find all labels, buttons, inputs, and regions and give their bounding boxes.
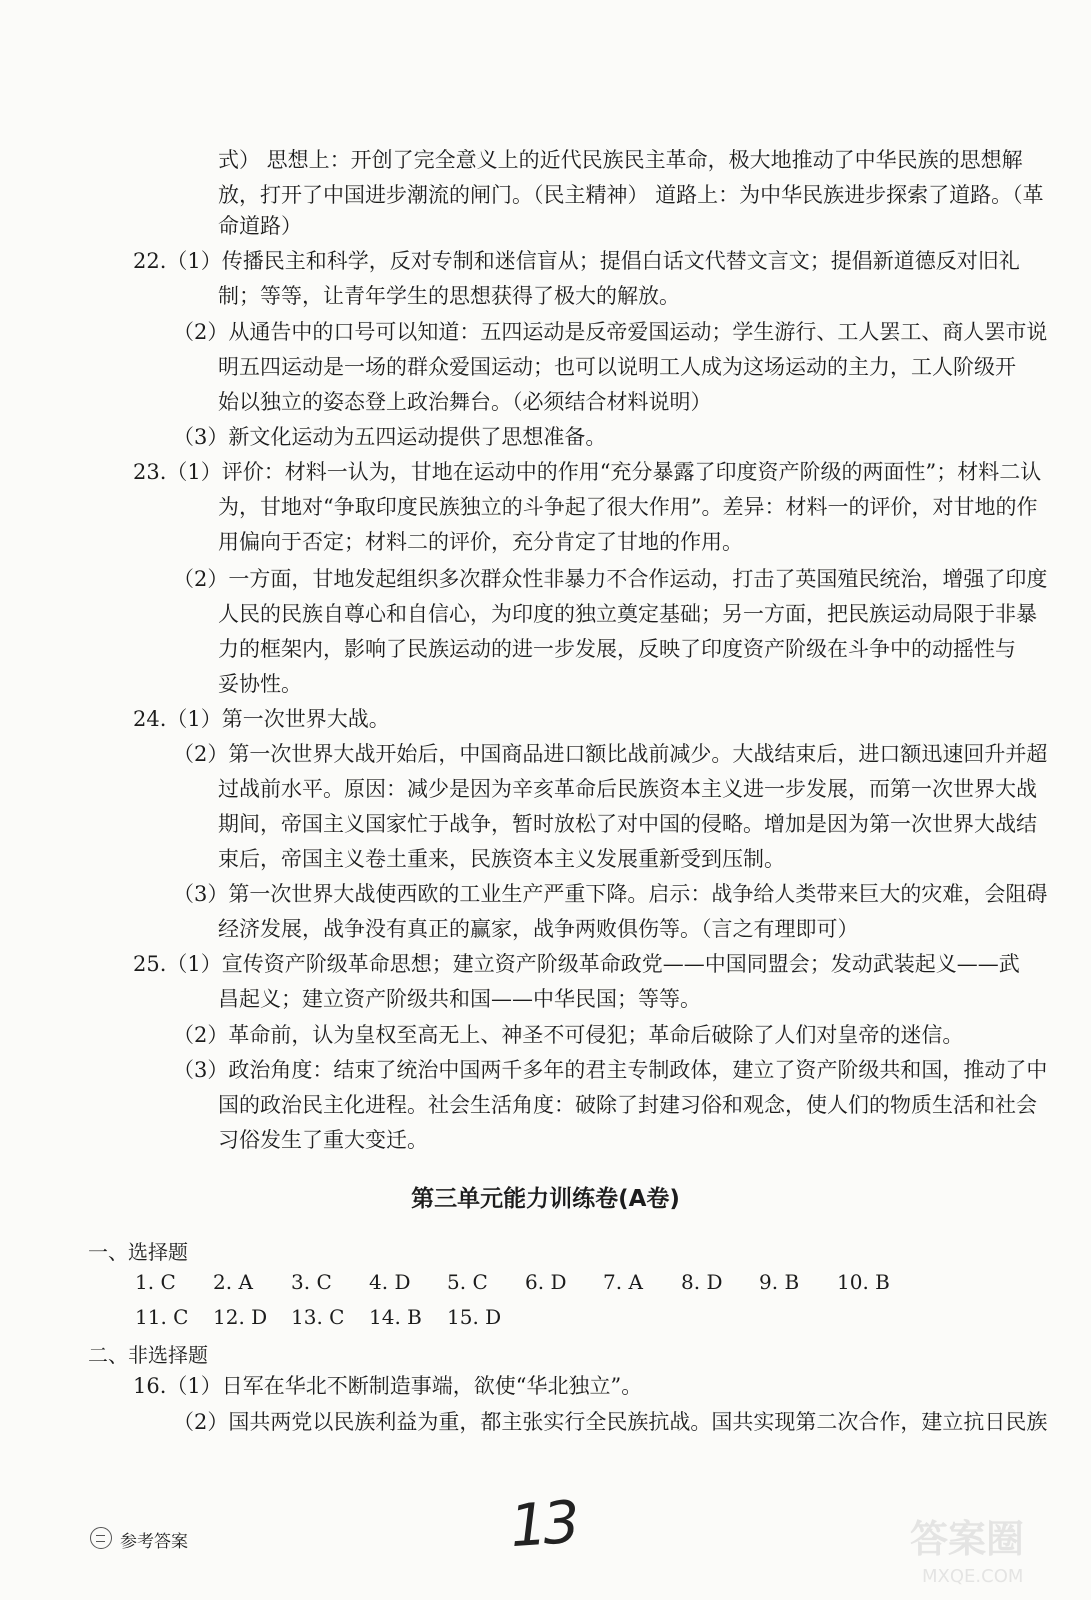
choice-answer: 1. C: [135, 1270, 176, 1294]
text-line: （2）革命前，认为皇权至高无上、神圣不可侵犯；革命后破除了人们对皇帝的迷信。: [173, 1023, 964, 1047]
choice-answer: 2. A: [213, 1270, 253, 1294]
text-line: 制；等等，让青年学生的思想获得了极大的解放。: [218, 284, 680, 308]
text-line: （3）第一次世界大战使西欧的工业生产严重下降。启示：战争给人类带来巨大的灾难，会阻碍: [173, 882, 1048, 906]
choice-answer: 8. D: [681, 1270, 723, 1294]
choices-row-2: [135, 1305, 525, 1329]
q22-line: 22.（1）传播民主和科学，反对专制和迷信盲从；提倡白话文代替文言文；提倡新道德反对旧礼: [133, 249, 1020, 273]
text-line: 妥协性。: [218, 672, 302, 696]
text-line: 人民的民族自尊心和自信心，为印度的独立奠定基础；另一方面，把民族运动局限于非暴: [218, 602, 1037, 626]
choice-answer: 5. C: [447, 1270, 488, 1294]
text-line: 用偏向于否定；材料二的评价，充分肯定了甘地的作用。: [218, 530, 743, 554]
text-line: 束后，帝国主义卷土重来，民族资本主义发展重新受到压制。: [218, 847, 785, 871]
text-line: （3）政治角度：结束了统治中国两千多年的君主专制政体，建立了资产阶级共和国，推动了中: [173, 1058, 1048, 1082]
handwritten-page-number: 13: [507, 1487, 579, 1561]
q24-line: 24.（1）第一次世界大战。: [133, 707, 390, 731]
text-line: 明五四运动是一场的群众爱国运动；也可以说明工人成为这场运动的主力，工人阶级开: [218, 355, 1016, 379]
unit-title: 第三单元能力训练卷(A卷): [411, 1186, 680, 1212]
q16-line: 16.（1）日军在华北不断制造事端，欲使“华北独立”。: [133, 1374, 643, 1398]
text-line: 经济发展，战争没有真正的赢家，战争两败俱伤等。（言之有理即可）: [218, 917, 859, 941]
text-line: 始以独立的姿态登上政治舞台。（必须结合材料说明）: [218, 390, 712, 414]
text-line: 放，打开了中国进步潮流的闸门。（民主精神） 道路上：为中华民族进步探索了道路。（革: [218, 183, 1044, 207]
choices-row-1: [135, 1270, 915, 1294]
section-nonchoice-heading: 二、非选择题: [88, 1343, 208, 1367]
text-line: （2）一方面，甘地发起组织多次群众性非暴力不合作运动，打击了英国殖民统治，增强了印度: [173, 567, 1048, 591]
text-line: （3）新文化运动为五四运动提供了思想准备。: [173, 425, 607, 449]
choice-answer: 7. A: [603, 1270, 643, 1294]
q25-line: 25.（1）宣传资产阶级革命思想；建立资产阶级革命政党——中国同盟会；发动武装起义——武: [133, 952, 1020, 976]
section-choice-heading: 一、选择题: [88, 1240, 188, 1264]
text-line: （2）从通告中的口号可以知道：五四运动是反帝爱国运动；学生游行、工人罢工、商人罢市说: [173, 320, 1048, 344]
choice-answer: 9. B: [759, 1270, 800, 1294]
text-line: 习俗发生了重大变迁。: [218, 1128, 428, 1152]
book-icon: [90, 1527, 112, 1549]
text-line: （2）第一次世界大战开始后，中国商品进口额比战前减少。大战结束后，进口额迅速回升并超: [173, 742, 1048, 766]
watermark-text: 答案圈: [910, 1517, 1025, 1561]
text-line: 力的框架内，影响了民族运动的进一步发展，反映了印度资产阶级在斗争中的动摇性与: [218, 637, 1016, 661]
q23-line: 23.（1）评价：材料一认为，甘地在运动中的作用“充分暴露了印度资产阶级的两面性”；材料二认: [133, 460, 1042, 484]
text-line: （2）国共两党以民族利益为重，都主张实行全民族抗战。国共实现第二次合作，建立抗日民族: [173, 1410, 1048, 1434]
choice-answer: 14. B: [369, 1305, 422, 1329]
choice-answer: 13. C: [291, 1305, 345, 1329]
watermark-url: MXQE.COM: [922, 1566, 1024, 1587]
choice-answer: 3. C: [291, 1270, 332, 1294]
text-line: 命道路）: [218, 214, 302, 238]
text-line: 式） 思想上：开创了完全意义上的近代民族民主革命，极大地推动了中华民族的思想解: [218, 148, 1023, 172]
footer-label: 参考答案: [120, 1532, 188, 1552]
choice-answer: 10. B: [837, 1270, 890, 1294]
choice-answer: 15. D: [447, 1305, 502, 1329]
text-line: 昌起义；建立资产阶级共和国——中华民国；等等。: [218, 987, 701, 1011]
choice-answer: 6. D: [525, 1270, 567, 1294]
choice-answer: 4. D: [369, 1270, 411, 1294]
text-line: 国的政治民主化进程。社会生活角度：破除了封建习俗和观念，使人们的物质生活和社会: [218, 1093, 1037, 1117]
watermark-logo: [900, 1510, 1080, 1590]
text-line: 为，甘地对“争取印度民族独立的斗争起了很大作用”。差异：材料一的评价，对甘地的作: [218, 495, 1038, 519]
choice-answer: 11. C: [135, 1305, 189, 1329]
text-line: 过战前水平。原因：减少是因为辛亥革命后民族资本主义进一步发展，而第一次世界大战: [218, 777, 1037, 801]
choice-answer: 12. D: [213, 1305, 268, 1329]
text-line: 期间，帝国主义国家忙于战争，暂时放松了对中国的侵略。增加是因为第一次世界大战结: [218, 812, 1037, 836]
